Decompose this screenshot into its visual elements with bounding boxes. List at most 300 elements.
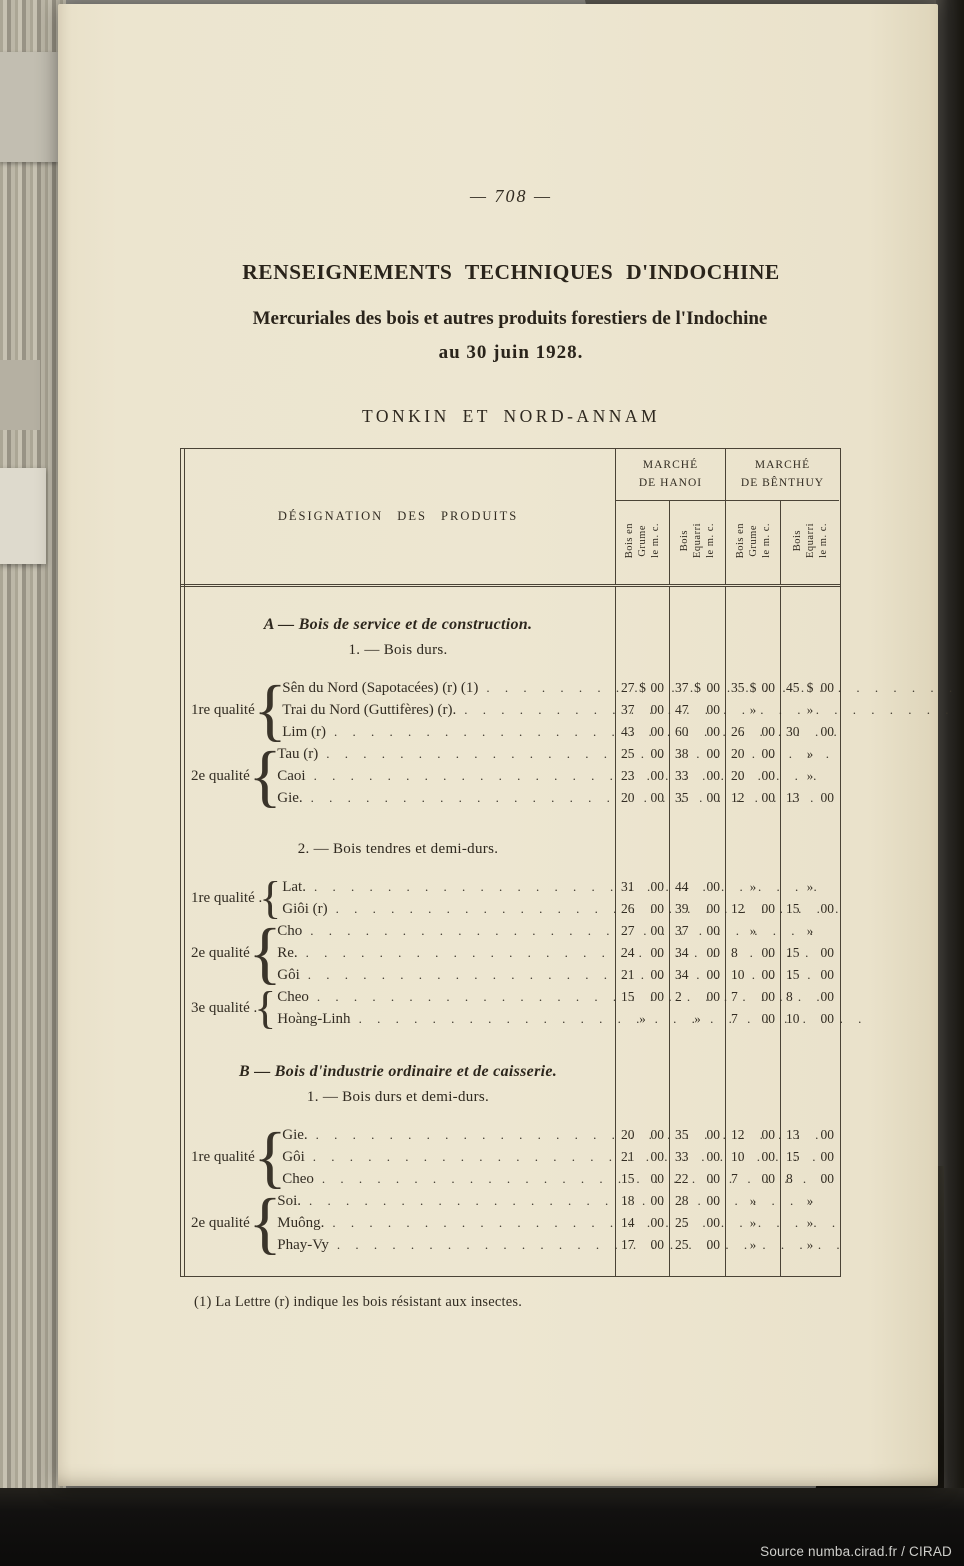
designation-cell [181, 982, 615, 1033]
species-row [273, 743, 839, 765]
designation-header-label: DÉSIGNATION DES PRODUITS [277, 509, 519, 523]
price-column [669, 862, 725, 876]
price-token: 7 [731, 1171, 738, 1186]
price-column [615, 862, 669, 876]
price-token: 00 [706, 923, 720, 938]
price-token: 00 [761, 989, 775, 1004]
species-name: Phay-Vy [277, 1236, 329, 1253]
price-column [780, 1058, 839, 1085]
dot-leader [308, 966, 819, 984]
column-header-label: Equarri [804, 523, 816, 558]
species-row [278, 1146, 834, 1168]
price-token: 27 [621, 680, 635, 695]
heading-text: 2. — Bois tendres et demi-durs. [297, 841, 499, 857]
price-column [780, 1110, 839, 1124]
price-token: 00 [820, 1011, 834, 1026]
spacer-cell [181, 587, 615, 611]
price-column [615, 1256, 669, 1276]
table-row [181, 1085, 840, 1110]
price-cell: » [806, 1193, 814, 1208]
price-token: 15 [621, 1171, 635, 1186]
price-column [725, 611, 780, 638]
price-token: 00 [820, 1127, 834, 1142]
designation-cell [181, 914, 615, 991]
price-token: 00 [761, 790, 775, 805]
designation-header [181, 449, 615, 584]
price-token: 22 [675, 1171, 689, 1186]
price-token: 47 [675, 702, 689, 717]
price-token: 00 [820, 790, 834, 805]
table-row [181, 809, 840, 837]
price-token: 15 [786, 901, 800, 916]
markets-header [615, 449, 840, 584]
price-column [615, 1110, 669, 1124]
subsection-heading [181, 837, 615, 862]
spacer-cell [181, 1256, 615, 1276]
dot-leader [314, 767, 835, 785]
price-column [615, 638, 669, 663]
species-name: Muông. [277, 1214, 325, 1231]
dot-leader [306, 944, 819, 962]
column-header-grume-hanoi [615, 501, 669, 584]
spacer-cell [181, 862, 615, 876]
price-token: 00 [650, 989, 664, 1004]
column-header-label: le m. c. [650, 523, 661, 558]
subsection-heading [181, 638, 615, 663]
price-token: 00 [820, 967, 834, 982]
price-token: 10 [731, 1149, 745, 1164]
price-token: 00 [650, 768, 664, 783]
rotated-column-headers [615, 501, 840, 584]
price-token: 00 [820, 680, 834, 695]
price-token: 30 [786, 724, 800, 739]
price-token: 7 [731, 989, 738, 1004]
price-token: 00 [706, 967, 720, 982]
price-column [615, 1085, 669, 1110]
price-column [669, 1085, 725, 1110]
dot-leader [317, 988, 867, 1006]
price-token: 00 [650, 1149, 664, 1164]
market-labels [615, 449, 840, 501]
species-row [278, 1124, 834, 1146]
price-column [669, 1256, 725, 1276]
price-token: 00 [761, 1127, 775, 1142]
price-token: $ [749, 680, 757, 695]
table-row [181, 982, 840, 1033]
market-hanoi-line2: DE HANOI [638, 476, 703, 489]
price-cell: » [694, 1011, 701, 1026]
prices-table [180, 448, 841, 1277]
quality-group [181, 982, 615, 1033]
price-column [669, 1058, 725, 1085]
price-token: 15 [786, 1149, 800, 1164]
price-token: 00 [706, 746, 720, 761]
price-column [725, 809, 780, 837]
market-hanoi-header [615, 449, 725, 501]
heading-text: 1. — Bois durs. [348, 642, 448, 658]
spacer-cell [181, 663, 615, 677]
quality-group [181, 1184, 615, 1261]
price-cell: » [749, 1193, 757, 1208]
species-row [273, 986, 871, 1008]
species-row [273, 1190, 849, 1212]
price-token: 00 [650, 790, 664, 805]
table-row [181, 737, 840, 814]
price-token: 00 [706, 1127, 720, 1142]
price-token: $ [639, 680, 646, 695]
brace-glyph: { [248, 914, 282, 991]
brace-glyph: { [248, 1184, 282, 1261]
column-header-label: le m. c. [705, 523, 716, 558]
market-benthuy-line1: MARCHÉ [754, 458, 811, 471]
price-cell: » [749, 1237, 757, 1252]
price-token: 8 [731, 945, 738, 960]
table-row [181, 837, 840, 862]
price-column [669, 1110, 725, 1124]
price-token: 00 [650, 724, 664, 739]
price-token: 00 [820, 1149, 834, 1164]
table-row [181, 1184, 840, 1261]
brace-glyph: { [253, 671, 287, 748]
source-credit: Source numba.cirad.fr / CIRAD [760, 1544, 952, 1559]
column-header-label: Bois [791, 529, 803, 552]
dot-leader [309, 1192, 846, 1210]
column-header-label: Bois en [624, 522, 635, 559]
price-cell: » [639, 1011, 646, 1026]
price-column [780, 837, 839, 862]
species-row [278, 699, 964, 721]
section-heading [181, 611, 615, 638]
designation-cell [181, 1184, 615, 1261]
price-column [780, 587, 839, 611]
price-token: 20 [621, 1127, 635, 1142]
quality-label: 1re qualité . [191, 889, 263, 906]
price-token: 00 [650, 1171, 664, 1186]
price-token: 37 [675, 923, 689, 938]
price-column [725, 587, 780, 611]
species-list [278, 677, 964, 743]
species-name: Re. [277, 944, 298, 961]
price-token: 43 [621, 724, 635, 739]
species-list [273, 1190, 855, 1256]
price-token: 37 [621, 702, 635, 717]
dot-leader [316, 1126, 831, 1144]
heading-text: A — Bois de service et de construction. [263, 615, 533, 633]
price-column [669, 638, 725, 663]
species-row [273, 920, 823, 942]
price-token: 15 [621, 989, 635, 1004]
dot-leader [311, 789, 835, 807]
price-token: 00 [761, 724, 775, 739]
species-list [273, 920, 829, 986]
column-header-label: Bois en [734, 522, 746, 559]
price-column [780, 611, 839, 638]
page-stack-tab [0, 360, 40, 430]
price-column [725, 1030, 780, 1058]
species-list [273, 743, 845, 809]
price-token: 00 [650, 702, 664, 717]
price-token: 00 [650, 945, 664, 960]
species-list [278, 1124, 840, 1190]
species-name: Sên du Nord (Sapotacées) (r) (1) [282, 679, 479, 696]
price-token: 00 [820, 1171, 834, 1186]
price-column [725, 837, 780, 862]
price-token: 00 [650, 923, 664, 938]
price-token: 28 [675, 1193, 689, 1208]
column-header-label: Bois [679, 529, 690, 552]
species-name: Gie. [282, 1126, 308, 1143]
species-name: Cheo [282, 1170, 314, 1187]
price-token: 13 [786, 1127, 800, 1142]
price-token: 00 [706, 1193, 720, 1208]
price-column [669, 611, 725, 638]
price-token: 00 [706, 768, 720, 783]
region-heading: TONKIN ET NORD-ANNAM [361, 406, 661, 426]
price-token: 10 [731, 967, 745, 982]
price-column [669, 837, 725, 862]
spacer-cell [181, 1110, 615, 1124]
price-token: 25 [675, 1215, 689, 1230]
price-column [725, 663, 780, 677]
dot-leader [314, 878, 844, 896]
price-token: 23 [621, 768, 635, 783]
price-token: 18 [621, 1193, 635, 1208]
price-column [725, 862, 780, 876]
price-token: 00 [761, 967, 775, 982]
section-heading [181, 1058, 615, 1085]
price-cell: » [806, 923, 814, 938]
species-name: Lat. [282, 878, 306, 895]
quality-group [181, 737, 615, 814]
table-row [181, 1030, 840, 1058]
species-row [278, 876, 848, 898]
species-name: Giôi (r) [282, 900, 328, 917]
species-row [273, 964, 823, 986]
paper-page [58, 4, 938, 1486]
footnote: (1) La Lettre (r) indique les bois résistant aux insectes. [194, 1294, 523, 1310]
dot-leader [464, 701, 964, 719]
price-token: 00 [650, 1193, 664, 1208]
dot-leader [486, 679, 964, 697]
price-column [615, 611, 669, 638]
price-column [780, 1085, 839, 1110]
price-token: 00 [706, 1149, 720, 1164]
species-row [278, 1168, 834, 1190]
quality-label: 2e qualité . [191, 944, 258, 961]
price-token: 00 [706, 702, 720, 717]
price-column [780, 862, 839, 876]
price-token: 35 [675, 1127, 689, 1142]
quality-label: 3e qualité . [191, 999, 258, 1016]
price-token: 00 [820, 724, 834, 739]
price-token: 35 [731, 680, 745, 695]
species-list [273, 986, 877, 1030]
column-header-label: le m. c. [760, 523, 772, 558]
price-token: 12 [731, 1127, 745, 1142]
price-cell: » [749, 702, 757, 717]
table-header [181, 449, 840, 587]
species-list [278, 876, 854, 920]
price-token: 17 [621, 1237, 635, 1252]
price-token: 25 [675, 1237, 689, 1252]
price-token: 39 [675, 901, 689, 916]
dot-leader [332, 1214, 845, 1232]
price-column [780, 638, 839, 663]
dot-leader [313, 1148, 831, 1166]
dot-leader [337, 1236, 846, 1254]
price-token: 00 [706, 724, 720, 739]
price-token: 33 [675, 768, 689, 783]
price-cell: » [749, 879, 757, 894]
price-token: 00 [761, 1171, 775, 1186]
price-token: 20 [731, 768, 745, 783]
price-token: 00 [761, 901, 775, 916]
price-token: 31 [621, 879, 635, 894]
table-row [181, 611, 840, 638]
designation-cell [181, 1118, 615, 1195]
price-token: 00 [706, 790, 720, 805]
quality-label: 1re qualité . [191, 701, 263, 718]
price-token: 27 [621, 923, 635, 938]
brace-glyph: { [253, 1118, 287, 1195]
column-header-equarri-hanoi [669, 501, 725, 584]
price-token: 00 [706, 1171, 720, 1186]
price-column [615, 1030, 669, 1058]
price-cell: » [806, 879, 814, 894]
page-stack-tab [0, 52, 58, 162]
species-name: Caoi [277, 767, 306, 784]
species-row [273, 1234, 849, 1256]
price-token: 37 [675, 680, 689, 695]
quality-group [181, 914, 615, 991]
price-token: 00 [650, 879, 664, 894]
spacer-cell [181, 1030, 615, 1058]
subtitle-line1: Mercuriales des bois et autres produits forestiers de l'Indochine [252, 308, 768, 329]
spacer-cell [181, 809, 615, 837]
price-token: 00 [706, 901, 720, 916]
price-column [615, 809, 669, 837]
quality-label: 1re qualité . [191, 1148, 263, 1165]
table-body [181, 587, 840, 1276]
dot-leader [310, 922, 819, 940]
price-token: 34 [675, 967, 689, 982]
price-token: 00 [706, 879, 720, 894]
price-token: 38 [675, 746, 689, 761]
species-name: Gie. [277, 789, 303, 806]
price-token: 00 [650, 1237, 664, 1252]
price-column [725, 638, 780, 663]
species-name: Gôi [282, 1148, 305, 1165]
designation-cell [181, 671, 615, 748]
price-column [725, 1256, 780, 1276]
table-row [181, 1256, 840, 1276]
price-token: 00 [706, 989, 720, 1004]
quality-label: 2e qualité . [191, 767, 258, 784]
brace-glyph: { [254, 982, 277, 1033]
price-token: 2 [675, 989, 682, 1004]
price-token: 21 [621, 967, 635, 982]
price-token: 00 [820, 901, 834, 916]
price-token: 00 [650, 1127, 664, 1142]
species-name: Soi. [277, 1192, 301, 1209]
brace-glyph: { [259, 872, 282, 923]
price-token: 00 [650, 680, 664, 695]
species-name: Gôi [277, 966, 300, 983]
price-column [725, 1110, 780, 1124]
dot-leader [334, 723, 964, 741]
price-token: 00 [761, 1149, 775, 1164]
column-header-label: Grume [637, 524, 648, 557]
price-token: 21 [621, 1149, 635, 1164]
price-token: 14 [621, 1215, 635, 1230]
price-token: 00 [761, 746, 775, 761]
price-token: 13 [786, 790, 800, 805]
price-token: 00 [650, 746, 664, 761]
species-row [273, 1008, 871, 1030]
species-row [278, 898, 848, 920]
price-token: 12 [731, 790, 745, 805]
price-token: 26 [731, 724, 745, 739]
market-benthuy-header [725, 449, 839, 501]
price-token: 44 [675, 879, 689, 894]
price-token: 00 [761, 768, 775, 783]
species-row [278, 721, 964, 743]
species-name: Cho [277, 922, 303, 939]
species-name: Cheo [277, 988, 309, 1005]
price-token: 33 [675, 1149, 689, 1164]
price-token: 15 [786, 945, 800, 960]
column-header-label: le m. c. [817, 523, 829, 558]
heading-text: 1. — Bois durs et demi-durs. [306, 1089, 490, 1105]
price-token: 8 [786, 1171, 793, 1186]
designation-cell [181, 737, 615, 814]
price-token: 00 [761, 680, 775, 695]
table-row [181, 671, 840, 748]
price-cell: » [806, 1237, 814, 1252]
page-stack-left [0, 0, 66, 1500]
price-token: $ [806, 680, 814, 695]
species-name: Lim (r) [282, 723, 326, 740]
heading-text: B — Bois d'industrie ordinaire et de caisserie. [238, 1062, 558, 1080]
price-token: 12 [731, 901, 745, 916]
price-cell: » [749, 1215, 757, 1230]
price-token: 00 [820, 945, 834, 960]
price-token: 00 [650, 901, 664, 916]
column-header-grume-benthuy [725, 501, 780, 584]
price-cell: » [806, 1215, 814, 1230]
species-name: Trai du Nord (Guttifères) (r). [282, 701, 457, 718]
price-column [615, 587, 669, 611]
species-name: Tau (r) [277, 745, 319, 762]
price-token: 24 [621, 945, 635, 960]
table-row [181, 1118, 840, 1195]
price-column [669, 1030, 725, 1058]
species-row [278, 677, 964, 699]
price-column [669, 587, 725, 611]
price-token: 00 [820, 989, 834, 1004]
price-token: 35 [675, 790, 689, 805]
price-column [669, 809, 725, 837]
price-token: 20 [731, 746, 745, 761]
page-title: RENSEIGNEMENTS TECHNIQUES D'INDOCHINE [242, 260, 780, 284]
market-hanoi-line1: MARCHÉ [642, 458, 699, 471]
price-column [669, 663, 725, 677]
dot-leader [326, 745, 835, 763]
quality-group [181, 671, 615, 748]
price-column [780, 1256, 839, 1276]
price-cell: » [806, 768, 814, 783]
price-column [615, 837, 669, 862]
